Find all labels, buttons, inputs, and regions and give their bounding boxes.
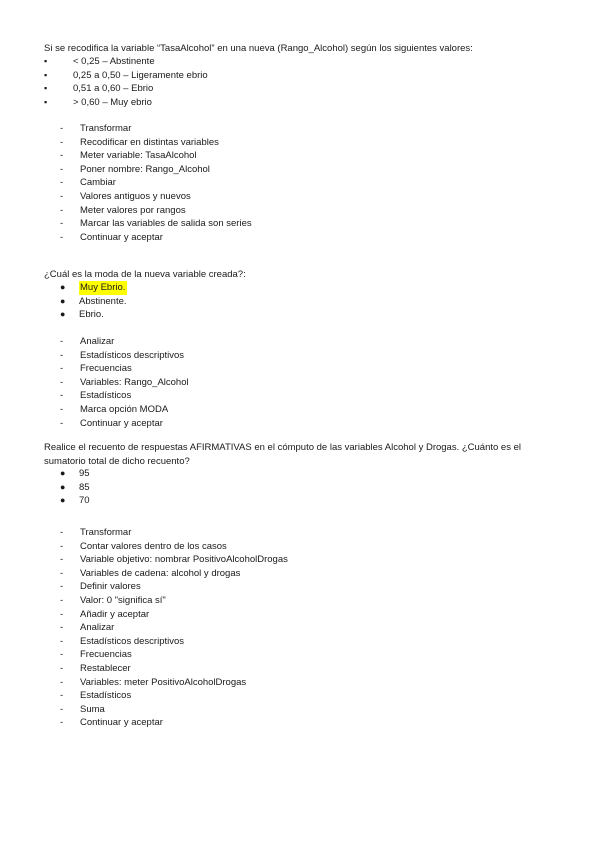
step-text: Estadísticos descriptivos [80,349,185,361]
dash-bullet-icon: - [60,123,64,134]
dash-bullet-icon: - [60,703,64,715]
step-text: Frecuencias [80,649,132,661]
dash-bullet-icon: - [60,376,64,388]
dot-bullet-icon: ● [60,282,66,292]
step-text: Marca opción MODA [80,403,169,415]
value-range-text: 0,25 a 0,50 – Ligeramente ebrio [73,69,208,81]
dash-bullet-icon: - [60,622,64,634]
dot-bullet-icon: ● [60,481,66,492]
dash-bullet-icon: - [60,136,64,148]
step-text: Variable objetivo: nombrar PositivoAlcoholDrogas [80,554,288,566]
step-text: Añadir y aceptar [80,608,150,620]
step-text: Analizar [80,622,115,634]
step-text: Continuar y aceptar [80,717,163,729]
dash-bullet-icon: - [60,417,64,429]
step-text: Frecuencias [80,363,132,375]
option-text: 85 [79,481,90,493]
step-text: Cambiar [80,177,116,189]
step-text: Continuar y aceptar [80,231,163,243]
step-text: Estadísticos descriptivos [80,635,185,647]
step-text: Definir valores [80,581,141,593]
square-bullet-icon: ▪ [44,96,48,107]
step-text: Variables: meter PositivoAlcoholDrogas [80,676,247,688]
value-range-text: < 0,25 – Abstinente [73,56,155,67]
option-text: Muy Ebrio. [80,282,126,293]
dash-bullet-icon: - [60,540,64,552]
dash-bullet-icon: - [60,403,64,415]
step-text: Variables: Rango_Alcohol [80,376,189,388]
dash-bullet-icon: - [60,690,64,702]
step-text: Transformar [80,527,132,538]
dot-bullet-icon: ● [60,495,66,506]
dash-bullet-icon: - [60,218,64,230]
option-text: Ebrio. [79,309,104,321]
step-text: Valor: 0 "significa sí" [80,594,166,606]
step-text: Estadísticos [80,390,132,402]
dash-bullet-icon: - [60,177,64,189]
dash-bullet-icon: - [60,649,64,661]
dash-bullet-icon: - [60,204,64,216]
step-text: Meter valores por rangos [80,204,186,216]
step-text: Marcar las variables de salida son series [80,218,252,230]
step-text: Suma [80,703,105,715]
dash-bullet-icon: - [60,635,64,647]
dot-bullet-icon: ● [60,468,66,478]
dot-bullet-icon: ● [60,295,66,306]
step-text: Valores antiguos y nuevos [80,190,191,202]
dash-bullet-icon: - [60,150,64,162]
dash-bullet-icon: - [60,527,64,538]
value-range-text: > 0,60 – Muy ebrio [73,96,152,108]
step-text: Recodificar en distintas variables [80,136,219,148]
step-text: Estadísticos [80,690,132,702]
dash-bullet-icon: - [60,554,64,566]
q3-question: Realice el recuento de respuestas AFIRMATIVAS en el cómputo de las variables Alcohol y Drogas. ¿Cuánto es el sumatorio total de dicho recuento? [44,442,521,467]
dash-bullet-icon: - [60,363,64,375]
dash-bullet-icon: - [60,231,64,243]
dash-bullet-icon: - [60,608,64,620]
step-text: Restablecer [80,662,131,674]
square-bullet-icon: ▪ [44,56,48,66]
dash-bullet-icon: - [60,190,64,202]
step-text: Meter variable: TasaAlcohol [80,150,197,162]
dash-bullet-icon: - [60,567,64,579]
dash-bullet-icon: - [60,349,64,361]
dash-bullet-icon: - [60,594,64,606]
option-text: 70 [79,495,90,507]
q2-question: ¿Cuál es la moda de la nueva variable creada?: [44,269,246,280]
dash-bullet-icon: - [60,717,64,729]
value-range-text: 0,51 a 0,60 – Ebrio [73,83,154,95]
step-text: Transformar [80,123,132,134]
step-text: Continuar y aceptar [80,417,163,429]
dash-bullet-icon: - [60,163,64,175]
option-text: 95 [79,468,90,479]
dash-bullet-icon: - [60,662,64,674]
option-text: Abstinente. [79,295,127,307]
step-text: Variables de cadena: alcohol y drogas [80,567,241,579]
dash-bullet-icon: - [60,390,64,402]
step-text: Poner nombre: Rango_Alcohol [80,163,210,175]
step-text: Contar valores dentro de los casos [80,540,227,552]
dash-bullet-icon: - [60,336,64,347]
q1-intro: Si se recodifica la variable “TasaAlcohol” en una nueva (Rango_Alcohol) según los siguientes valores: [44,43,473,54]
square-bullet-icon: ▪ [44,69,48,80]
dash-bullet-icon: - [60,581,64,593]
dot-bullet-icon: ● [60,309,66,320]
square-bullet-icon: ▪ [44,83,48,94]
dash-bullet-icon: - [60,676,64,688]
step-text: Analizar [80,336,115,347]
